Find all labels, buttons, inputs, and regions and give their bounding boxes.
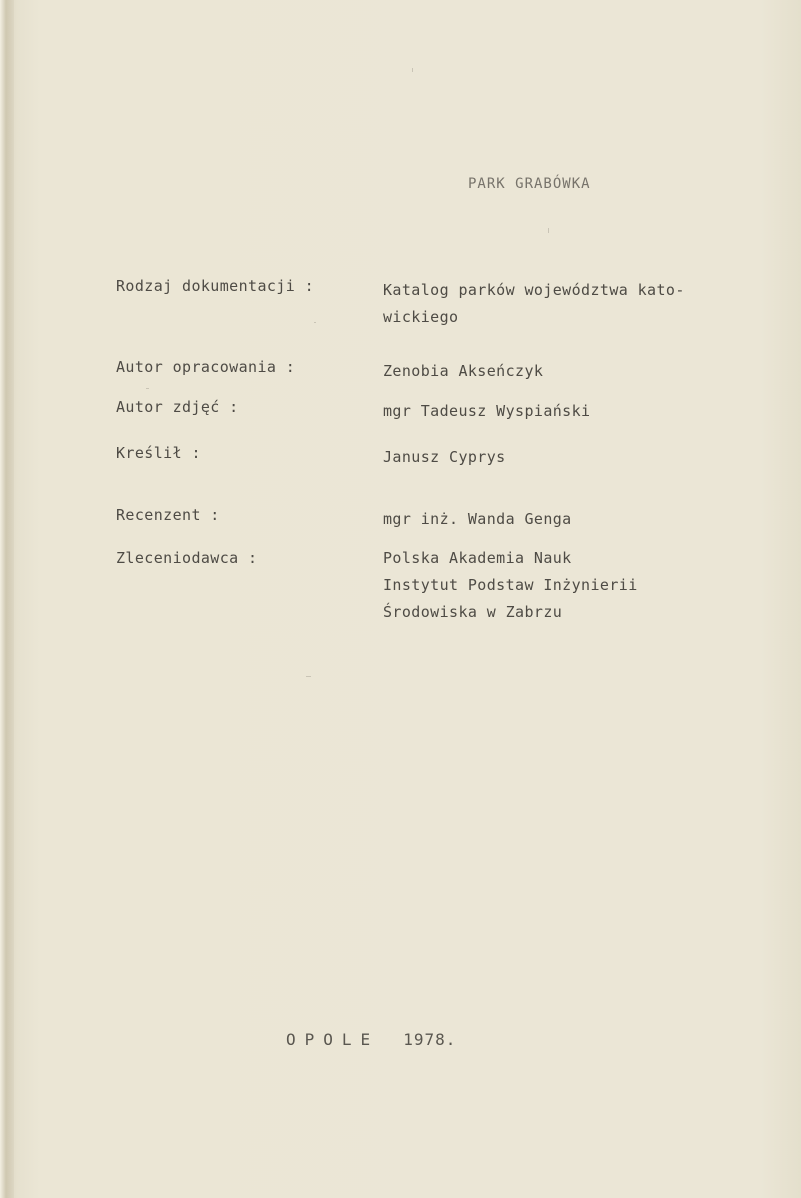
footer-city: OPOLE — [286, 1030, 380, 1049]
label-documentation-type: Rodzaj dokumentacji : — [116, 277, 315, 295]
label-photo-author: Autor zdjęć : — [116, 398, 239, 416]
paper-speck — [146, 388, 149, 389]
value-line: Katalog parków województwa kato- — [383, 281, 685, 299]
value-documentation-type — [383, 277, 685, 331]
value-line: Polska Akademia Nauk — [383, 549, 572, 567]
value-study-author — [383, 358, 543, 385]
label-commissioner: Zleceniodawca : — [116, 549, 258, 567]
document-title: PARK GRABÓWKA — [468, 176, 591, 192]
value-reviewer — [383, 506, 572, 533]
value-line: wickiego — [383, 308, 459, 326]
document-footer — [286, 1030, 456, 1049]
paper-speck — [306, 676, 311, 677]
label-drafter: Kreślił : — [116, 444, 201, 462]
value-commissioner — [383, 545, 638, 626]
label-study-author: Autor opracowania : — [116, 358, 296, 376]
paper-speck — [548, 228, 549, 233]
value-drafter — [383, 444, 506, 471]
value-line: mgr Tadeusz Wyspiański — [383, 402, 591, 420]
value-line: Janusz Cyprys — [383, 448, 506, 466]
label-reviewer: Recenzent : — [116, 506, 220, 524]
value-line: Instytut Podstaw Inżynierii — [383, 576, 638, 594]
value-line: Zenobia Akseńczyk — [383, 362, 544, 380]
value-photo-author — [383, 398, 590, 425]
value-line: Środowiska w Zabrzu — [383, 603, 563, 621]
value-line: mgr inż. Wanda Genga — [383, 510, 572, 528]
footer-year: 1978. — [403, 1030, 457, 1049]
paper-speck — [412, 68, 413, 72]
page-spine — [0, 0, 14, 1198]
paper-speck — [314, 322, 316, 323]
